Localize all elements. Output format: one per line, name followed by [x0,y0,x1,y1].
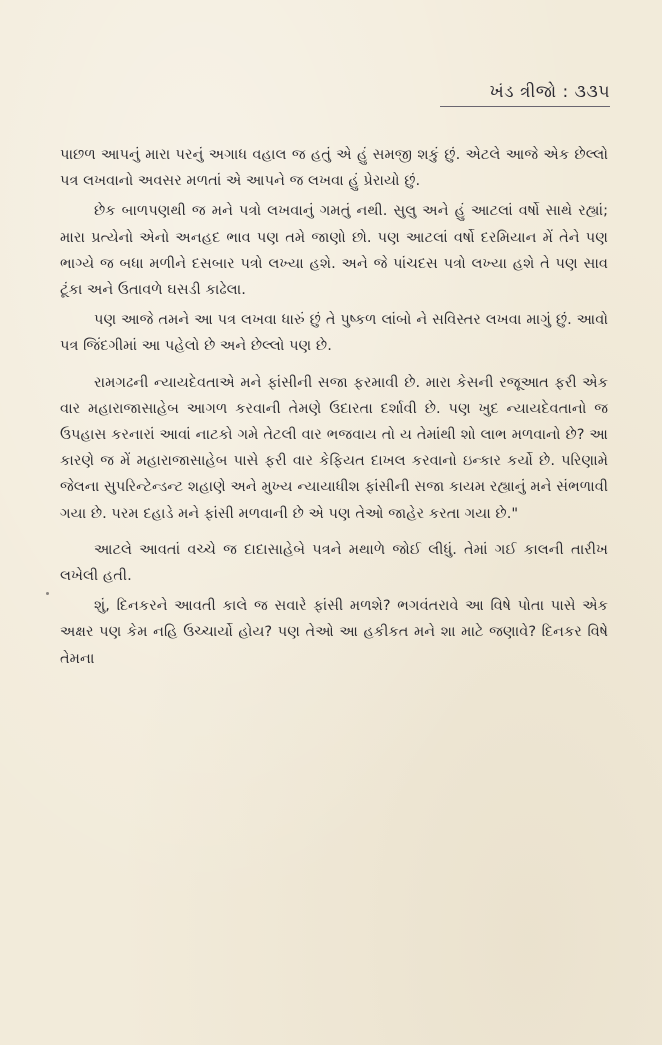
paragraph-4: રામગઢની ન્યાયદેવતાએ મને ફાંસીની સજા ફરમાવી છે. મારા કેસની રજૂઆત ફરી એક વાર મહારાજાસાહેબ આગળ કરવાની તેમણે ઉદારતા દર્શાવી છે. પણ ખુદ ન્યાયદેવતાનો જ ઉપહાસ કરનારાં આવાં નાટકો ગમે તેટલી વાર ભજવાય તો ય તેમાંથી શો લાભ મળવાનો છે? આ કારણે જ મેં મહારાજાસાહેબ પાસે ફરી વાર કેફિયત દાખલ કરવાનો ઇન્કાર કર્યો છે. પરિણામે જેલના સુપરિન્ટેન્ડન્ટ શહાણે અને મુખ્ય ન્યાયાધીશ ફાંસીની સજા કાયમ રહ્યાનું મને સંભળાવી ગયા છે. પરમ દહાડે મને ફાંસી મળવાની છે એ પણ તેઓ જાહેર કરતા ગયા છે." [60,373,608,522]
body-text [60,142,608,676]
paragraph-3: પણ આજે તમને આ પત્ર લખવા ધારું છું તે પુષ્કળ લાંબો ને સવિસ્તર લખવા માગું છું. આવો પત્ર જિંદગીમાં આ પહેલો છે અને છેલ્લો પણ છે. [60,311,608,355]
paragraph-1: પાછળ આપનું મારા પરનું અગાધ વહાલ જ હતું એ હું સમજી શકું છું. એટલે આજે એક છેલ્લો પત્ર લખવાનો અવસર મળતાં એ આપને જ લખવા હું પ્રેરાયો છું. [60,146,608,190]
paragraph-5: આટલે આવતાં વચ્ચે જ દાદાસાહેબે પત્રને મથાળે જોઈ લીધું. તેમાં ગઈ કાલની તારીખ લખેલી હતી. [60,540,608,585]
header-text: ખંડ ત્રીજો : ૩૩૫ [489,82,610,102]
paragraph-6: શું, દિનકરને આવતી કાલે જ સવારે ફાંસી મળશે? ભગવંતરાવે આ વિષે પોતા પાસે એક અક્ષર પણ કેમ નહિ ઉચ્ચાર્યો હોય? પણ તેઓ આ હકીકત મને શા માટે જણાવે? દિનકર વિષે તેમના [60,597,608,667]
header-rule [440,106,610,107]
paper-speck [46,592,49,595]
paragraph-2: છેક બાળપણથી જ મને પત્રો લખવાનું ગમતું નથી. સુલુ અને હું આટલાં વર્ષો સાથે રહ્યાં; મારા પ્રત્યેનો એનો અનહદ ભાવ પણ તમે જાણો છો. પણ આટલાં વર્ષો દરમિયાન મેં તેને પણ ભાગ્યે જ બધા મળીને દસબાર પત્રો લખ્યા હશે. અને જે પાંચદસ પત્રો લખ્યા હશે તે પણ સાવ ટૂંકા અને ઉતાવળે ઘસડી કાઢેલા. [60,202,608,299]
running-header [440,82,610,107]
